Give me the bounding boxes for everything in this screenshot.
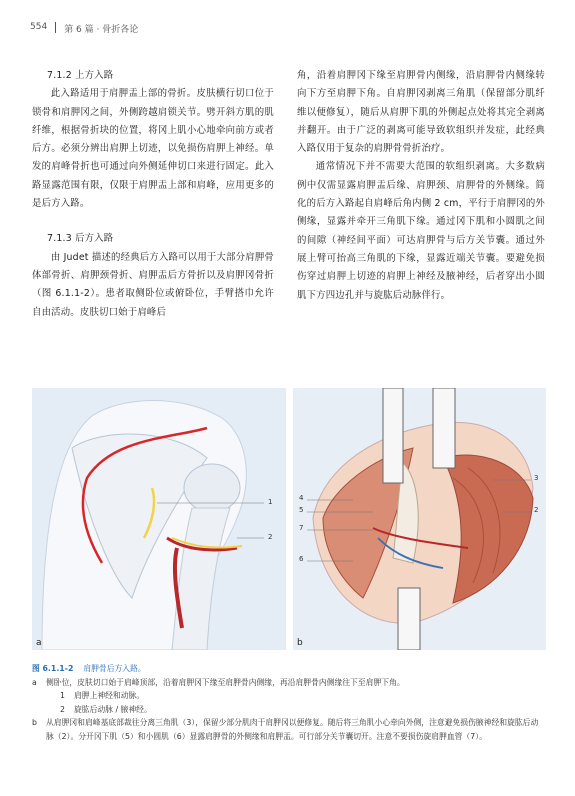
panel-a-label: a (36, 638, 42, 648)
shoulder-skin-incision-illustration (32, 388, 286, 650)
callout-1: 1 (268, 498, 273, 506)
page-number: 554 (30, 22, 48, 32)
callout-3: 3 (534, 474, 539, 482)
right-paragraph-2: 通常情况下并不需要大范围的软组织剥离。大多数病例中仅需显露肩胛盂后缘、肩胛颈、肩胛骨的外侧缘。简化的后方入路起自肩峰后角内侧 2 cm，平行于肩胛冈的外侧缘，显露并牵开三角肌下缘。通过冈下肌和小圆肌之间的间隙（神经间平面）可达肩胛骨与后方关节囊。通过外展上臂可抬高三角肌的下缘，显露近端关节囊。要避免损伤穿过肩胛上切迹的肩胛上神经及腋神经，后者穿出小圆肌下方四边孔并与旋肱后动脉伴行。 (297, 161, 545, 301)
caption-item-b: b 从肩胛冈和肩峰基底部裁往分离三角肌（3），保留少部分肌肉于肩胛冈以便修复。随后将三角肌小心牵向外侧，注意避免损伤腋神经和旋肱后动脉（2）。分开冈下肌（5）和小圆肌（6）显露肩胛骨的外侧缘和肩胛盂。可行部分关节囊切开。注意不要损伤旋肩胛血管（7）。 (32, 718, 539, 741)
caption-item-a: a 侧卧位，皮肤切口始于肩峰顶部，沿着肩胛冈下缘至肩胛骨内侧缘，再沿肩胛骨内侧缘往下至肩胛下角。 (32, 677, 405, 687)
figure-panel-b (293, 388, 546, 650)
figure-panel-a (32, 388, 286, 650)
callout-2: 2 (268, 533, 273, 541)
caption-item-a2: 2 旋肱后动脉 / 腋神经。 (60, 704, 152, 714)
page-header (30, 22, 138, 35)
left-column (32, 67, 274, 322)
right-column (297, 67, 545, 305)
caption-item-a1: 1 肩胛上神经和动脉。 (60, 691, 145, 700)
chapter-title: 第 6 篇 · 骨折各论 (64, 25, 139, 35)
callout-5: 5 (299, 506, 304, 514)
section-712-body: 此入路适用于肩胛盂上部的骨折。皮肤横行切口位于锁骨和肩胛冈之间，外侧跨越肩锁关节。劈开斜方肌的肌纤维，根据骨折块的位置，将冈上肌小心地牵向前方或者后方。必须分辨出肩胛上切迹，以免损伤肩胛上神经。单发的肩峰骨折也可通过向外侧延伸切口来进行固定。此入路显露范围有限，仅限于肩胛盂上部和肩峰，应用更多的是后方入路。 (32, 88, 274, 210)
header-divider (55, 22, 56, 33)
right-paragraph-1: 角，沿着肩胛冈下缘至肩胛骨内侧缘，沿肩胛骨内侧缘转向下方至肩胛下角。自肩胛冈剥离三角肌（保留部分肌纤维以便修复），随后从肩胛下肌的外侧起点处将其完全剥离并翻开。由于广泛的剥离可能导致软组织并发症，此经典入路仅用于复杂的肩胛骨骨折治疗。 (297, 70, 545, 155)
section-713-heading: 7.1.3 后方入路 (47, 233, 114, 245)
figure-caption (32, 662, 546, 743)
section-713-body: 由 Judet 描述的经典后方入路可以用于大部分肩胛骨体部骨折、肩胛颈骨折、肩胛盂后方骨折以及肩胛冈骨折（图 6.1.1-2）。患者取侧卧位或俯卧位，手臂搭巾允许自由活动。皮肤切口始于肩峰后 (32, 251, 274, 318)
callout-6: 6 (299, 555, 304, 563)
figure-title: 肩胛骨后方入路。 (83, 664, 146, 673)
panel-b-label: b (297, 638, 303, 648)
caption-title (32, 662, 546, 676)
callout-4: 4 (299, 494, 304, 502)
posterior-approach-dissection-illustration (293, 388, 546, 650)
callout-7: 7 (299, 524, 304, 532)
section-712-heading: 7.1.2 上方入路 (47, 70, 114, 81)
figure-number: 图 6.1.1-2 (32, 664, 74, 673)
callout-2b: 2 (534, 506, 539, 514)
figure-6-1-1-2 (32, 388, 546, 650)
